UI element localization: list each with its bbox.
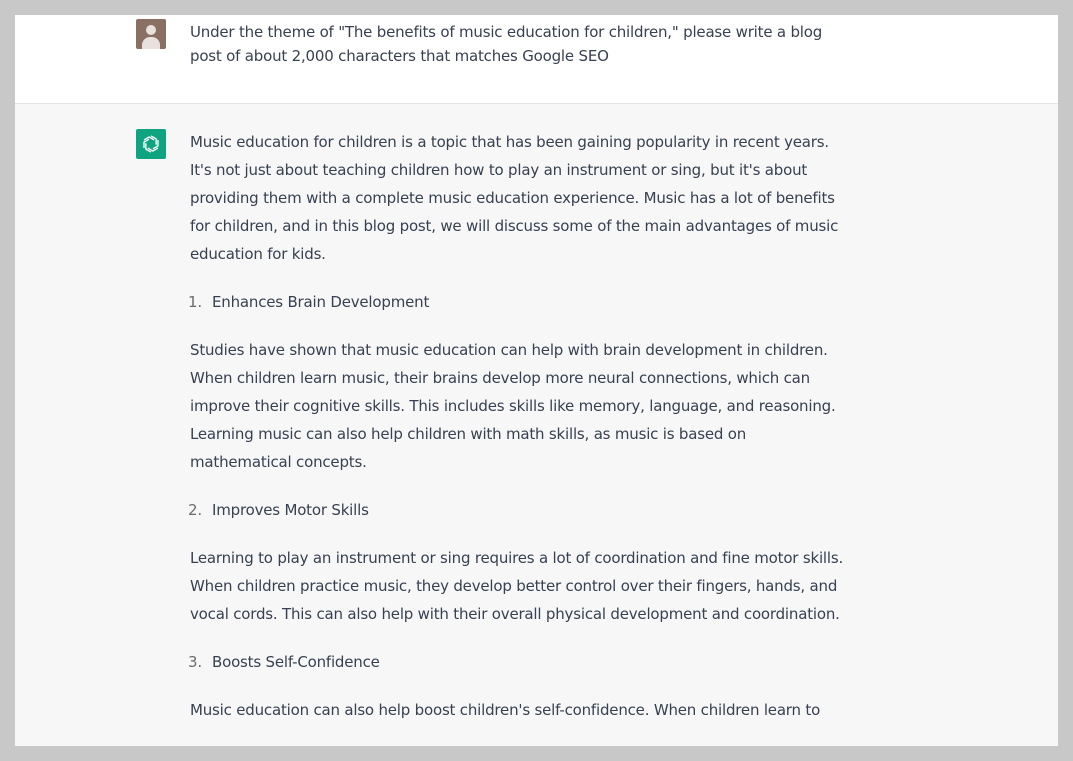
section-body-paragraph: Learning to play an instrument or sing requires a lot of coordination and fine motor skills. When children practice music, they develop better control over their fingers, hands, and vocal cords. This can also help with their overall physical development and coordination.: [190, 549, 844, 623]
section-body-paragraph: Music education can also help boost children's self-confidence. When children learn to: [190, 701, 821, 719]
section-heading-list-1: [190, 288, 850, 316]
section-heading-text: Enhances Brain Development: [212, 293, 430, 311]
section-number: 3.: [188, 653, 202, 671]
section-heading: [190, 648, 850, 676]
user-message-text: Under the theme of "The benefits of music education for children," please write a blog post of about 2,000 characters that matches Google SEO: [190, 23, 823, 65]
section-body-paragraph: Studies have shown that music education can help with brain development in children. When children learn music, their brains develop more neural connections, which can improve their cognitive skills. This includes skills like memory, language, and reasoning. Learning music can also help children with math skills, as music is based on mathematical concepts.: [190, 341, 836, 471]
section-heading-list-2: [190, 496, 850, 524]
section-number: 1.: [188, 293, 202, 311]
section-heading: [190, 496, 850, 524]
user-message-row: [15, 15, 1058, 104]
section-number: 2.: [188, 501, 202, 519]
section-heading-text: Improves Motor Skills: [212, 501, 369, 519]
section-heading: [190, 288, 850, 316]
assistant-message-row: [15, 104, 1058, 746]
section-heading-text: Boosts Self-Confidence: [212, 653, 380, 671]
section-heading-list-3: [190, 648, 850, 676]
assistant-message-content: [190, 128, 850, 744]
chat-window: [15, 15, 1058, 746]
user-avatar-icon: [136, 19, 166, 49]
openai-logo-icon: [136, 129, 166, 159]
assistant-intro-paragraph: Music education for children is a topic that has been gaining popularity in recent years. It's not just about teaching children how to play an instrument or sing, but it's about providing them with a complete music education experience. Music has a lot of benefits for children, and in this blog post, we will discuss some of the main advantages of music education for kids.: [190, 133, 839, 263]
